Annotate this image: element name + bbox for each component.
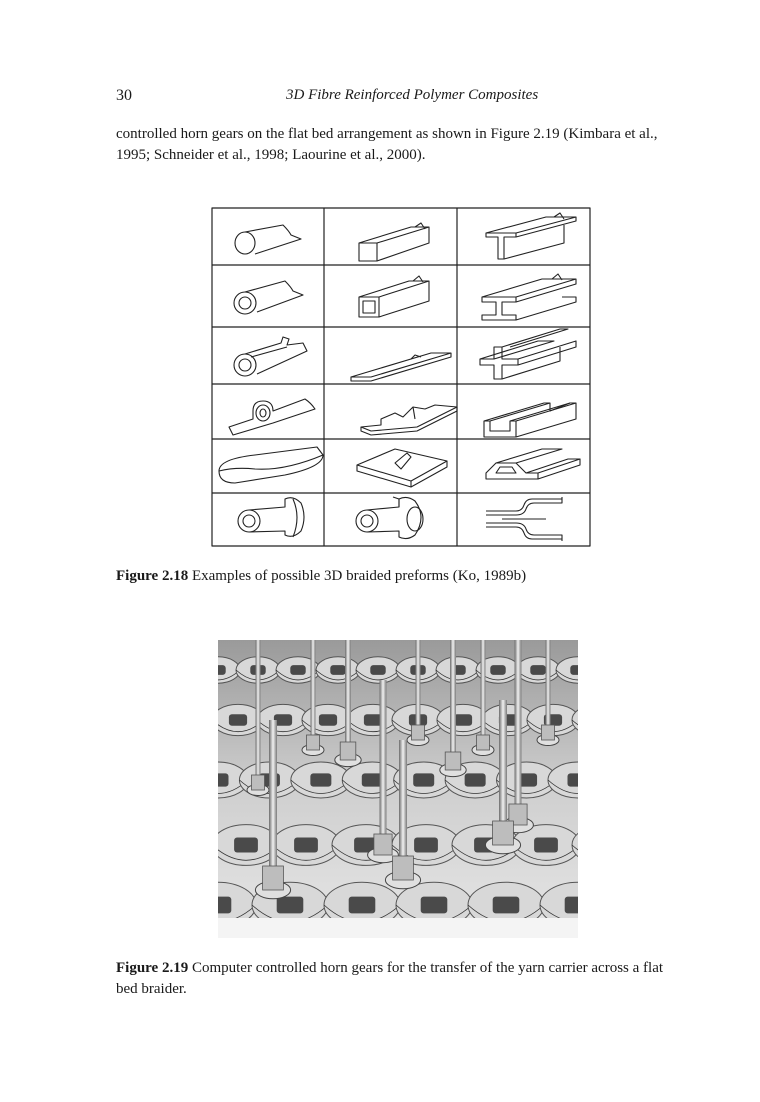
running-title: 3D Fibre Reinforced Polymer Composites	[286, 87, 539, 103]
horn-gear	[272, 825, 340, 866]
figure-caption-text: Computer controlled horn gears for the transfer of the yarn carrier across a flat bed braider.	[116, 960, 664, 997]
horn-gear	[316, 657, 360, 683]
horn-gear	[257, 704, 309, 735]
horn-gear	[356, 657, 400, 683]
horn-gear	[347, 704, 399, 735]
figure-2-19-horn-gears-photo	[218, 640, 578, 938]
figure-label: Figure 2.19	[116, 960, 189, 976]
figure-2-18-preform-grid	[211, 207, 591, 547]
figure-2-19-caption	[116, 958, 688, 1000]
body-paragraph: controlled horn gears on the flat bed arrangement as shown in Figure 2.19 (Kimbara et al., 1995; Schneider et al., 1998; Laourine et al., 2000).	[116, 126, 658, 163]
horn-gear	[436, 657, 480, 683]
preform-grid-lines	[212, 208, 590, 546]
horn-gear	[516, 657, 560, 683]
page-header	[116, 87, 686, 111]
horn-gear	[482, 704, 534, 735]
figure-caption-text: Examples of possible 3D braided preforms (Ko, 1989b)	[188, 568, 527, 584]
figure-2-18-caption	[116, 566, 688, 587]
figure-label: Figure 2.18	[116, 568, 189, 584]
page-number: 30	[116, 87, 132, 104]
